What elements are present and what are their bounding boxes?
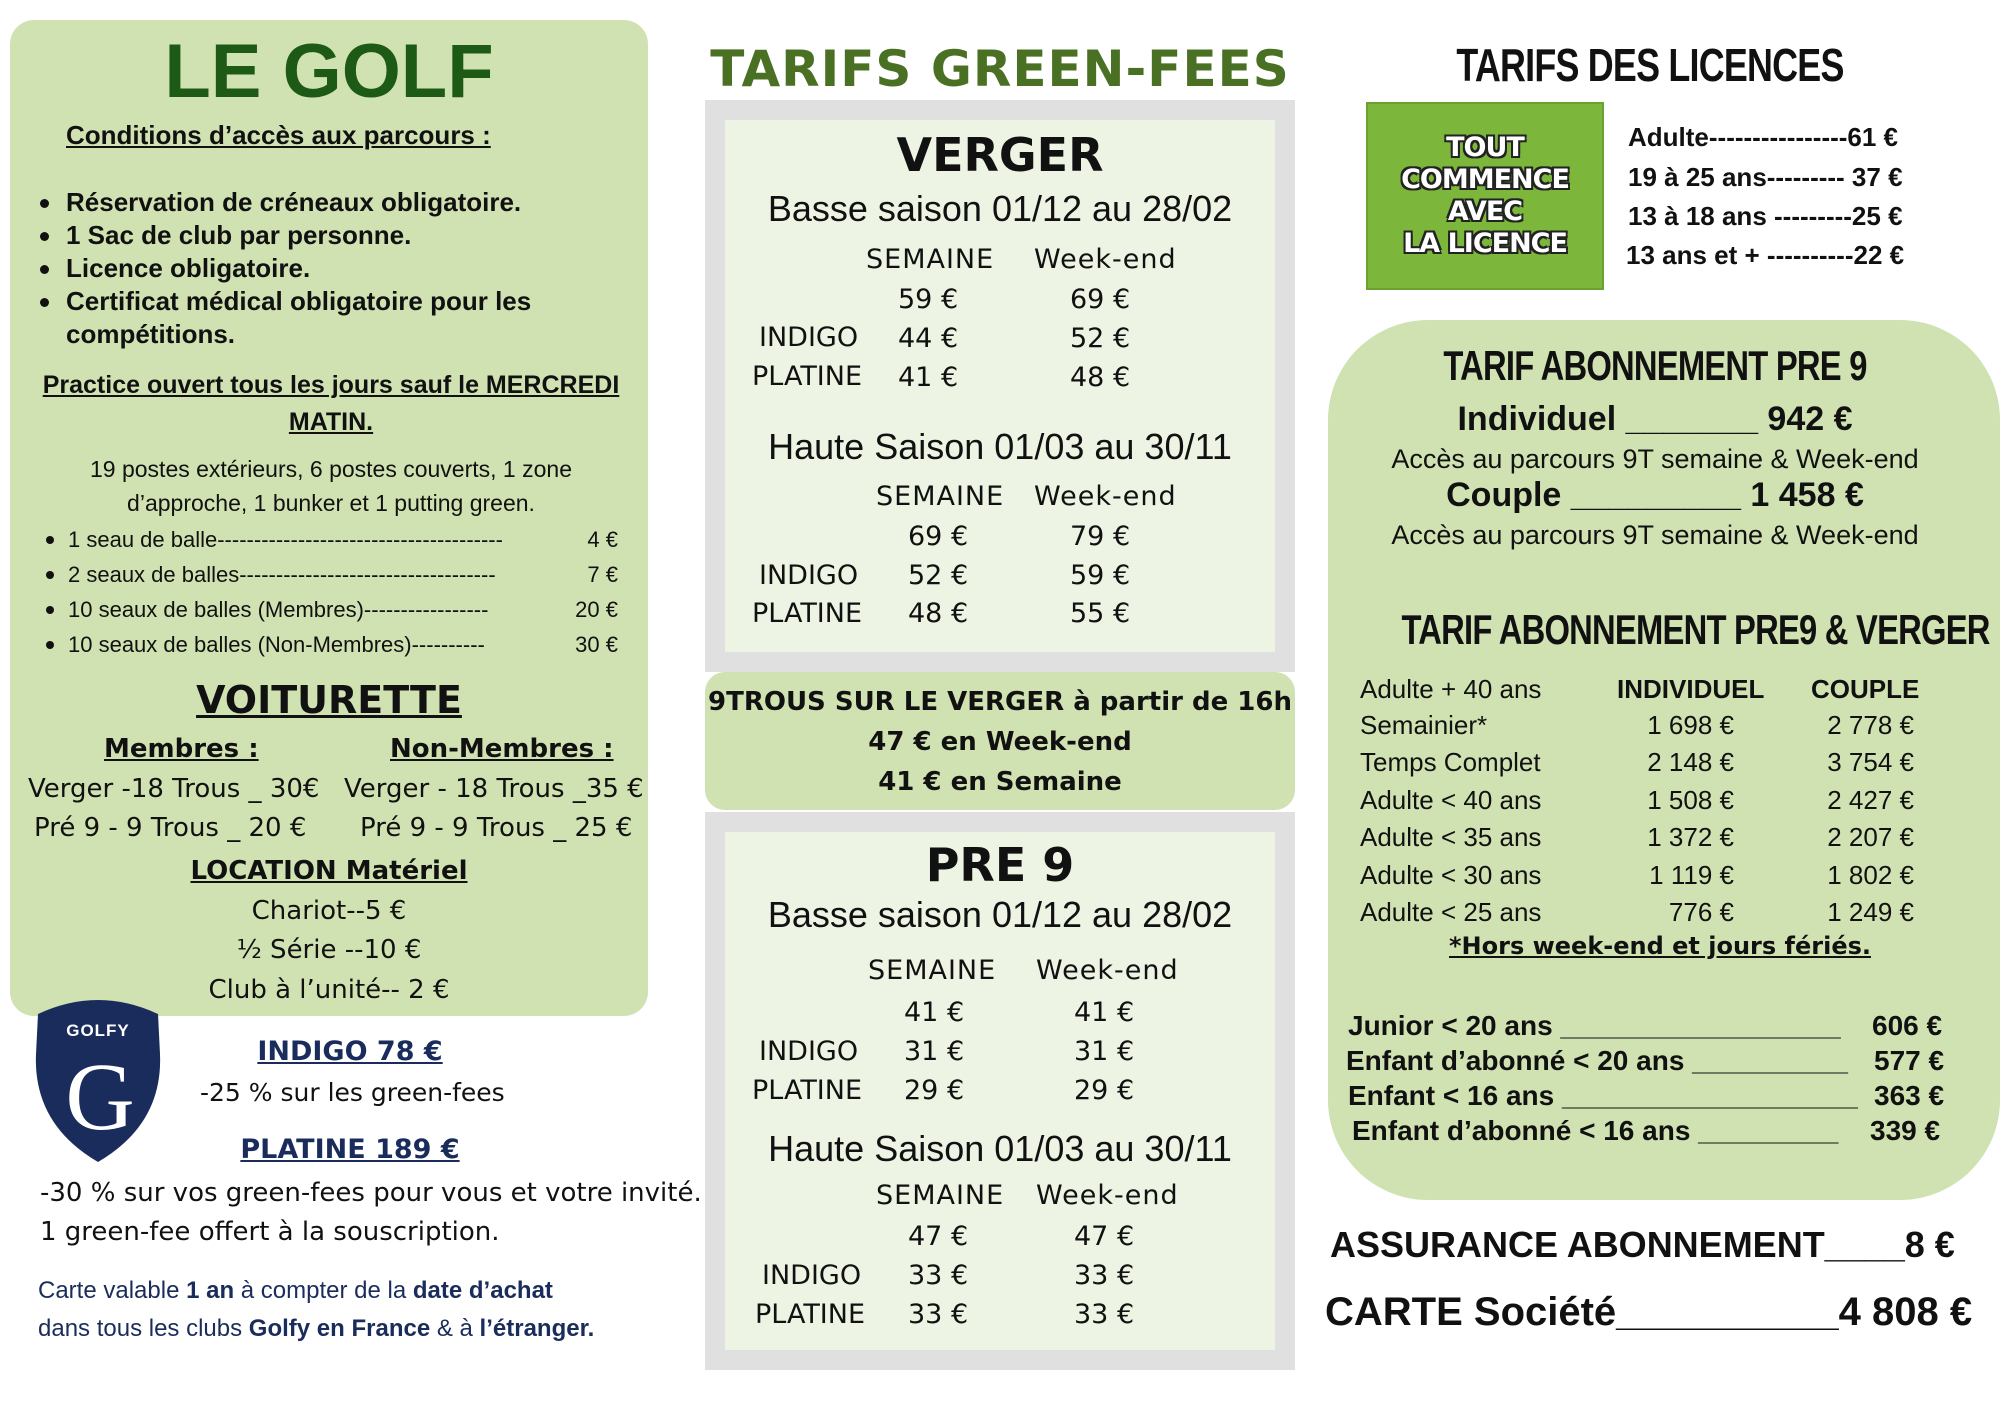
abo-couple-price: 1 802 € — [1827, 860, 1914, 890]
members-verger-price: Verger -18 Trous _ 30€ — [28, 774, 320, 804]
verger-basse-semaine-public: 59 € — [898, 284, 959, 315]
practice-item-price: 7 € — [587, 562, 618, 587]
pre9-basse-weekend-public: 41 € — [1074, 997, 1135, 1028]
location-materiel-title: LOCATION Matériel — [190, 856, 468, 886]
practice-item-label: 2 seaux de balles----------------------------------- — [68, 562, 496, 587]
practice-item-label: 10 seaux de balles (Membres)----------------- — [68, 597, 489, 622]
abo-row-label: Adulte < 40 ans — [1360, 785, 1542, 815]
neuf-trous-weekend: 47 € en Week-end — [868, 727, 1132, 757]
practice-item-price: 20 € — [575, 597, 618, 622]
indigo-card-title: INDIGO 78 € — [257, 1036, 443, 1067]
carte-societe: CARTE Société__________4 808 € — [1325, 1290, 1973, 1334]
abo-individuel-price: 1 698 € — [1647, 710, 1734, 740]
access-item: 1 Sac de club par personne. — [36, 219, 636, 252]
note-text: & à — [430, 1315, 480, 1342]
abo-row-label: Adulte < 30 ans — [1360, 860, 1542, 890]
verger-title: VERGER — [896, 128, 1104, 182]
pre9-haute-semaine-indigo: 33 € — [908, 1260, 969, 1291]
abo-couple-price: 3 754 € — [1827, 747, 1914, 777]
abo-couple-price: 1 249 € — [1827, 897, 1914, 927]
verger-basse-weekend-public: 69 € — [1070, 284, 1131, 315]
pre9-basse-weekend-platine: 29 € — [1074, 1075, 1135, 1106]
practice-item-price: 4 € — [587, 527, 618, 552]
verger-basse-semaine-indigo: 44 € — [898, 323, 959, 354]
junior-row-price: 339 € — [1870, 1115, 1941, 1146]
verger-haute-weekend-indigo: 59 € — [1070, 560, 1131, 591]
pre9-individuel-acces: Accès au parcours 9T semaine & Week-end — [1391, 444, 1919, 474]
pre9-basse-semaine-indigo: 31 € — [904, 1036, 965, 1067]
col-semaine: SEMAINE — [876, 1180, 1005, 1211]
badge-line: AVEC — [1447, 196, 1523, 227]
col-semaine: SEMAINE — [876, 481, 1005, 512]
junior-row-price: 577 € — [1874, 1045, 1945, 1076]
verger-haute-semaine-platine: 48 € — [908, 598, 969, 629]
members-heading: Membres : — [104, 734, 259, 764]
practice-item-price: 30 € — [575, 632, 618, 657]
practice-item-label: 1 seau de balle--------------------------------------- — [68, 527, 503, 552]
col-weekend: Week-end — [1036, 955, 1179, 986]
green-fees-title: TARIFS GREEN-FEES — [710, 40, 1290, 98]
junior-row-label: Enfant d’abonné < 16 ans _________ — [1352, 1115, 1839, 1146]
neuf-trous-line: 9TROUS SUR LE VERGER à partir de 16h — [708, 687, 1292, 717]
junior-row-label: Junior < 20 ans __________________ — [1348, 1010, 1841, 1041]
row-indigo: INDIGO — [759, 322, 859, 353]
col-semaine: SEMAINE — [868, 955, 997, 986]
verger-haute-weekend-platine: 55 € — [1070, 598, 1131, 629]
practice-item-label: 10 seaux de balles (Non-Membres)---------- — [68, 632, 485, 657]
junior-row-price: 606 € — [1872, 1010, 1943, 1041]
pre9-haute-weekend-public: 47 € — [1074, 1221, 1135, 1252]
verger-basse-weekend-indigo: 52 € — [1070, 323, 1131, 354]
abo-individuel-price: 1 372 € — [1647, 822, 1734, 852]
abo-couple-price: 2 207 € — [1827, 822, 1914, 852]
abo-individuel-price: 2 148 € — [1647, 747, 1734, 777]
platine-card-description: -30 % sur vos green-fees pour vous et votre invité. — [40, 1178, 702, 1208]
practice-item — [38, 627, 618, 662]
non-members-verger-price: Verger - 18 Trous _35 € — [344, 774, 644, 804]
pre9-haute-weekend-platine: 33 € — [1074, 1299, 1135, 1330]
row-platine: PLATINE — [755, 1299, 866, 1330]
access-item: Certificat médical obligatoire pour les compétitions. — [36, 285, 636, 351]
non-members-pre9-price: Pré 9 - 9 Trous _ 25 € — [360, 813, 633, 843]
abo-row-label: Temps Complet — [1360, 747, 1541, 777]
access-conditions-heading: Conditions d’accès aux parcours : — [66, 120, 491, 150]
golfy-logo-text: GOLFY — [66, 1021, 130, 1040]
location-item: Club à l’unité-- 2 € — [208, 975, 450, 1005]
row-indigo: INDIGO — [762, 1260, 862, 1291]
golfy-card-note — [38, 1272, 594, 1348]
abo-couple-price: 2 778 € — [1827, 710, 1914, 740]
row-platine: PLATINE — [752, 598, 863, 629]
pre9-basse-season: Basse saison 01/12 au 28/02 — [767, 894, 1233, 935]
verger-basse-semaine-platine: 41 € — [898, 362, 959, 393]
abo-individuel-price: 1 508 € — [1647, 785, 1734, 815]
note-bold: Golfy en France — [248, 1315, 431, 1342]
access-item: Licence obligatoire. — [36, 252, 636, 285]
abo-row-label: Adulte + 40 ans — [1360, 674, 1542, 704]
practice-item — [38, 522, 618, 557]
access-conditions-list — [36, 186, 636, 351]
junior-row-price: 363 € — [1874, 1080, 1945, 1111]
note-bold: date d’achat — [412, 1277, 553, 1304]
col-weekend: Week-end — [1036, 1180, 1179, 1211]
non-members-heading: Non-Membres : — [390, 734, 614, 764]
abo-row-label: Adulte < 35 ans — [1360, 822, 1542, 852]
access-item: Réservation de créneaux obligatoire. — [36, 186, 636, 219]
licence-row: Adulte----------------61 € — [1628, 122, 1899, 152]
row-platine: PLATINE — [752, 1075, 863, 1106]
neuf-trous-verger-box — [705, 672, 1295, 810]
row-indigo: INDIGO — [759, 1036, 859, 1067]
platine-card-offer: 1 green-fee offert à la souscription. — [40, 1217, 500, 1247]
note-text: à compter de la — [234, 1277, 413, 1304]
verger-basse-weekend-platine: 48 € — [1070, 362, 1131, 393]
licence-row: 13 à 18 ans ---------25 € — [1628, 201, 1903, 231]
junior-row-label: Enfant d’abonné < 20 ans __________ — [1346, 1045, 1848, 1076]
pre9-title: PRE 9 — [925, 838, 1075, 892]
location-item: ½ Série --10 € — [236, 935, 422, 965]
practice-item — [38, 592, 618, 627]
licences-title: TARIFS DES LICENCES — [1456, 39, 1844, 91]
pre9-individuel-price: Individuel _______ 942 € — [1457, 400, 1853, 438]
verger-haute-semaine-indigo: 52 € — [908, 560, 969, 591]
row-platine: PLATINE — [752, 361, 863, 392]
col-individuel: INDIVIDUEL — [1617, 674, 1765, 704]
pre9-haute-semaine-public: 47 € — [908, 1221, 969, 1252]
location-item: Chariot--5 € — [251, 896, 407, 926]
badge-line: COMMENCE — [1401, 164, 1569, 195]
pre9-haute-semaine-platine: 33 € — [908, 1299, 969, 1330]
licence-campaign-badge — [1366, 102, 1604, 290]
practice-heading: Practice ouvert tous les jours sauf le MERCREDI MATIN. — [42, 371, 620, 436]
col-weekend: Week-end — [1034, 244, 1177, 275]
practice-description: 19 postes extérieurs, 6 postes couverts, 1 zone d’approche, 1 bunker et 1 putting green. — [90, 456, 572, 516]
practice-item — [38, 557, 618, 592]
abo-row-label: Semainier* — [1360, 710, 1488, 740]
verger-basse-season: Basse saison 01/12 au 28/02 — [767, 188, 1233, 229]
pre9-haute-season: Haute Saison 01/03 au 30/11 — [768, 1128, 1232, 1169]
platine-card-title: PLATINE 189 € — [240, 1134, 460, 1165]
pre9-basse-weekend-indigo: 31 € — [1074, 1036, 1135, 1067]
voiturette-title: VOITURETTE — [196, 678, 462, 722]
members-pre9-price: Pré 9 - 9 Trous _ 20 € — [34, 813, 307, 843]
pre9-couple-acces: Accès au parcours 9T semaine & Week-end — [1391, 520, 1919, 550]
abo-row-label: Adulte < 25 ans — [1360, 897, 1542, 927]
verger-haute-season: Haute Saison 01/03 au 30/11 — [768, 426, 1232, 467]
pre9-verger-abonnement-title: TARIF ABONNEMENT PRE9 & VERGER — [1401, 606, 1990, 653]
pre9-couple-price: Couple _________ 1 458 € — [1446, 476, 1864, 514]
pre9-basse-semaine-platine: 29 € — [904, 1075, 965, 1106]
assurance-abonnement: ASSURANCE ABONNEMENT____8 € — [1330, 1224, 1955, 1265]
note-text: dans tous les clubs — [38, 1315, 249, 1342]
neuf-trous-semaine: 41 € en Semaine — [878, 767, 1122, 797]
golfy-logo — [28, 994, 168, 1164]
badge-line: LA LICENCE — [1403, 228, 1567, 259]
practice-price-list — [38, 522, 618, 662]
col-weekend: Week-end — [1034, 481, 1177, 512]
licence-row: 13 ans et + ----------22 € — [1626, 240, 1905, 270]
note-bold: 1 an — [186, 1277, 235, 1304]
col-couple: COUPLE — [1811, 674, 1920, 704]
pre9-basse-semaine-public: 41 € — [904, 997, 965, 1028]
junior-row-label: Enfant < 16 ans ___________________ — [1348, 1080, 1858, 1111]
verger-haute-weekend-public: 79 € — [1070, 521, 1131, 552]
licence-row: 19 à 25 ans--------- 37 € — [1628, 162, 1903, 192]
row-indigo: INDIGO — [759, 560, 859, 591]
badge-line: TOUT — [1446, 132, 1524, 163]
note-text: Carte valable — [38, 1277, 187, 1304]
indigo-card-description: -25 % sur les green-fees — [200, 1078, 505, 1107]
col-semaine: SEMAINE — [866, 244, 995, 275]
le-golf-title: LE GOLF — [164, 29, 494, 114]
pre9-abonnement-title: TARIF ABONNEMENT PRE 9 — [1443, 342, 1867, 389]
abo-individuel-price: 776 € — [1668, 897, 1734, 927]
hors-weekend-note: *Hors week-end et jours fériés. — [1449, 932, 1871, 960]
pre9-haute-weekend-indigo: 33 € — [1074, 1260, 1135, 1291]
verger-haute-semaine-public: 69 € — [908, 521, 969, 552]
note-bold: l’étranger. — [479, 1315, 595, 1342]
golfy-logo-letter: G — [65, 1043, 135, 1150]
abo-couple-price: 2 427 € — [1827, 785, 1914, 815]
abo-individuel-price: 1 119 € — [1649, 860, 1734, 890]
